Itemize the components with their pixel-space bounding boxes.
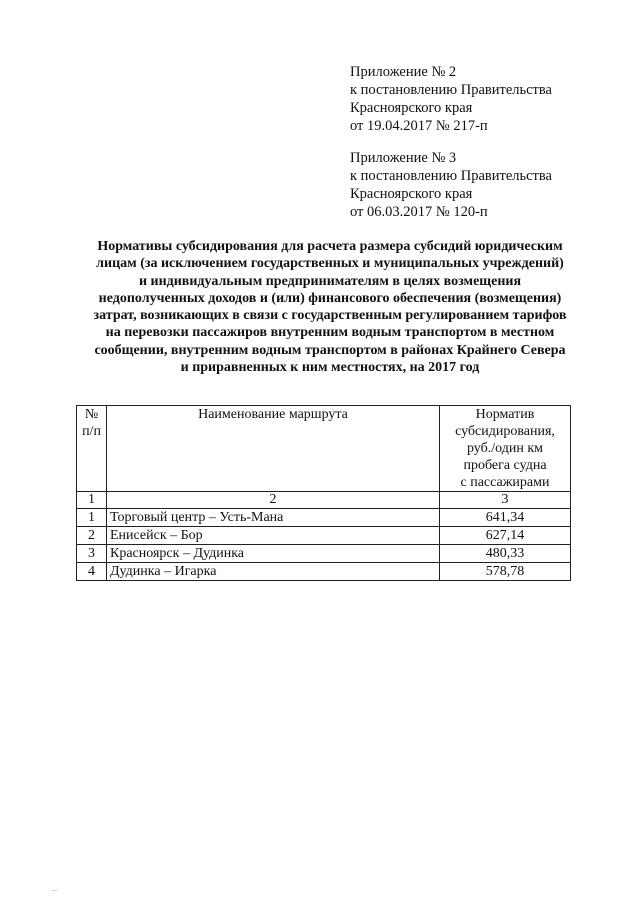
appendix-2-line-4: от 19.04.2017 № 217-п	[350, 118, 488, 134]
title-line: и индивидуальным предпринимателям в целях возмещения	[138, 273, 522, 289]
route-name: Красноярск – Дудинка	[107, 545, 440, 563]
header-number	[77, 406, 107, 492]
route-name: Дудинка – Игарка	[107, 563, 440, 581]
header-norm	[440, 406, 571, 492]
subsidy-norms-table	[76, 405, 571, 581]
header-number-line-1: №	[84, 407, 99, 422]
header-norm-line: Норматив	[475, 407, 535, 422]
title-line: и приравненных к ним местностях, на 2017 год	[180, 360, 480, 376]
header-norm-line: субсидирования,	[455, 424, 555, 439]
route-name: Енисейск – Бор	[107, 527, 440, 545]
row-number: 1	[77, 509, 107, 527]
table-row	[77, 527, 571, 545]
header-number-line-2: п/п	[82, 424, 101, 439]
appendix-2-line-1: Приложение № 2	[350, 64, 457, 80]
column-index: 1	[77, 492, 107, 509]
header-route-name: Наименование маршрута	[107, 406, 440, 492]
table-header-row	[77, 406, 571, 492]
norm-value: 641,34	[440, 509, 571, 527]
title-line: сообщении, внутренним водным транспортом в районах Крайнего Севера	[94, 342, 566, 358]
appendix-3-line-3: Красноярского края	[350, 186, 473, 202]
row-number: 3	[77, 545, 107, 563]
appendix-2-line-3: Красноярского края	[350, 100, 473, 116]
column-index: 2	[107, 492, 440, 509]
row-number: 4	[77, 563, 107, 581]
appendix-3-header	[350, 149, 552, 221]
norm-value: 480,33	[440, 545, 571, 563]
table-row	[77, 563, 571, 581]
header-norm-line: руб./один км	[466, 441, 543, 456]
norm-value: 578,78	[440, 563, 571, 581]
appendix-3-line-2: к постановлению Правительства	[350, 168, 552, 184]
header-norm-line: пробега судна	[463, 458, 547, 473]
column-index: 3	[440, 492, 571, 509]
title-line: на перевозки пассажиров внутренним водным транспортом в местном	[105, 325, 555, 341]
route-name: Торговый центр – Усть-Мана	[107, 509, 440, 527]
title-line: затрат, возникающих в связи с государственным регулированием тарифов	[93, 308, 567, 324]
title-line: лицам (за исключением государственных и муниципальных учреждений)	[96, 256, 564, 272]
title-line: Нормативы субсидирования для расчета размера субсидий юридическим	[97, 239, 563, 254]
norm-value: 627,14	[440, 527, 571, 545]
row-number: 2	[77, 527, 107, 545]
title-line: недополученных доходов и (или) финансового обеспечения (возмещения)	[98, 290, 562, 306]
appendix-3-line-1: Приложение № 3	[350, 150, 457, 166]
document-title	[70, 238, 590, 376]
column-index-row	[77, 492, 571, 509]
table-row	[77, 509, 571, 527]
header-norm-line: с пассажирами	[460, 475, 550, 490]
appendix-2-header	[350, 63, 552, 135]
appendix-3-line-4: от 06.03.2017 № 120-п	[350, 204, 488, 220]
scan-mark: ..	[52, 884, 58, 893]
table-row	[77, 545, 571, 563]
appendix-2-line-2: к постановлению Правительства	[350, 82, 552, 98]
